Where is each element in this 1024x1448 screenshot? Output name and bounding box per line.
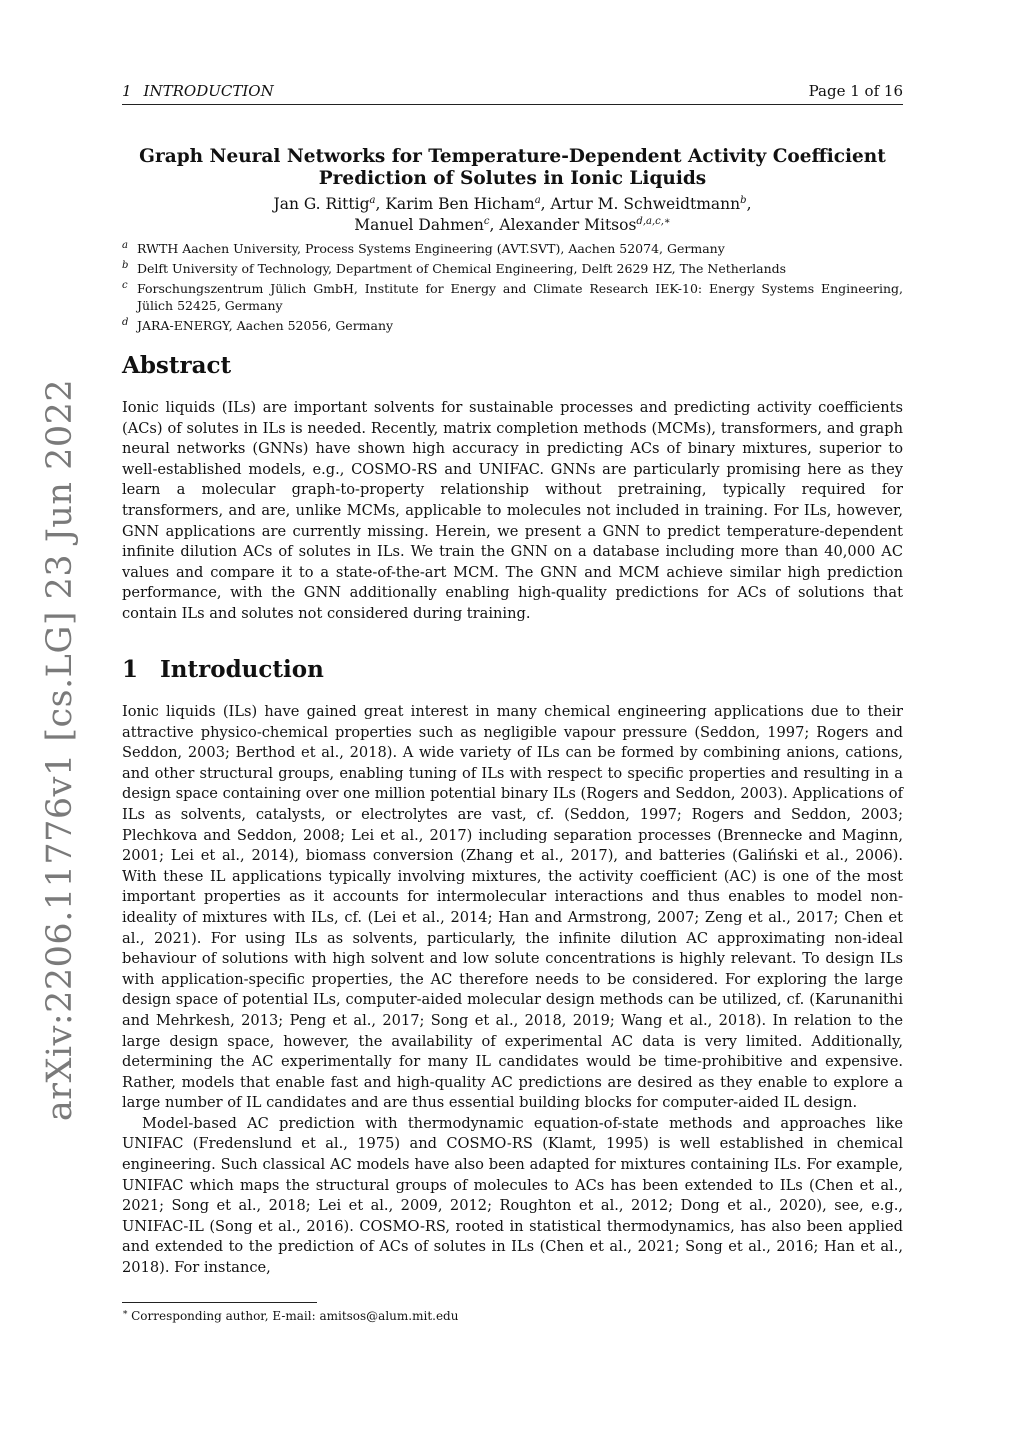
affiliation-mark: a: [122, 240, 128, 251]
affiliation-item: [122, 317, 903, 334]
affiliation-text: RWTH Aachen University, Process Systems Engineering (AVT.SVT), Aachen 52074, Germany: [137, 241, 725, 256]
author-line-2: Manuel Dahmen$^c$, Alexander Mitsos$^{d,a,c,∗}$: [354, 215, 671, 234]
affiliation-text: JARA-ENERGY, Aachen 52056, Germany: [137, 318, 394, 333]
author-list: [122, 194, 903, 236]
affiliation-list: [122, 240, 903, 337]
body-paragraph: Model-based AC prediction with thermodynamic equation-of-state methods and approaches like UNIFAC (Fredenslund et al., 1975) and COSMO-RS (Klamt, 1995) is well established in chemical engineering. Such classical AC models have also been adapted for mixtures containing ILs. For example, UNIFAC which maps the structural groups of molecules to ACs has been extended to ILs (Chen et al., 2021; Song et al., 2018; Lei et al., 2009, 2012; Roughton et al., 2012; Dong et al., 2020), see, e.g., UNIFAC-IL (Song et al., 2016). COSMO-RS, rooted in statistical thermodynamics, has also been applied and extended to the prediction of ACs of solutes in ILs (Chen et al., 2021; Song et al., 2016; Han et al., 2018). For instance,: [122, 1114, 903, 1277]
affiliation-mark: b: [122, 260, 129, 271]
author-name: Manuel Dahmen: [354, 216, 484, 234]
paper-page: [122, 0, 903, 1448]
affiliation-item: [122, 240, 903, 257]
affiliation-mark: d: [122, 317, 129, 328]
author-affiliation-mark: c: [483, 215, 490, 227]
footnote-rule: [122, 1302, 317, 1303]
header-rule: [122, 104, 903, 105]
running-header-section-title: INTRODUCTION: [143, 82, 274, 100]
author-name: Karim Ben Hicham: [385, 195, 535, 213]
section-number: 1: [122, 656, 139, 683]
abstract-text: Ionic liquids (ILs) are important solvents for sustainable processes and predicting activity coefficients (ACs) of solutes in ILs is needed. Recently, matrix completion methods (MCMs), transformers, and graph neural networks (GNNs) have shown high accuracy in predicting ACs of binary mixtures, superior to well-established models, e.g., COSMO-RS and UNIFAC. GNNs are particularly promising here as they learn a molecular graph-to-property relationship without pretraining, typically required for transformers, and are, unlike MCMs, applicable to molecules not included in training. For ILs, however, GNN applications are currently missing. Herein, we present a GNN to predict temperature-dependent infinite dilution ACs of solutes in ILs. We train the GNN on a database including more than 40,000 AC values and compare it to a state-of-the-art MCM. The GNN and MCM achieve similar high prediction performance, with the GNN additionally enabling high-quality predictions for ACs of solutions that contain ILs and solutes not considered during training.: [122, 399, 903, 622]
affiliation-text: Forschungszentrum Jülich GmbH, Institute for Energy and Climate Research IEK-10: Energy Systems Engineering, Jülich 52425, Germany: [137, 281, 903, 313]
page-number: Page 1 of 16: [808, 82, 903, 100]
footnote: [122, 1308, 458, 1323]
author-name: Jan G. Rittig: [273, 195, 370, 213]
author-affiliation-mark: b: [740, 194, 747, 206]
section-heading-introduction: [122, 656, 324, 683]
author-affiliation-mark: a: [534, 194, 541, 206]
title-line-2: Prediction of Solutes in Ionic Liquids: [318, 168, 707, 189]
running-header: [122, 82, 903, 104]
author-affiliation-mark: a: [369, 194, 376, 206]
affiliation-item: [122, 280, 903, 314]
affiliation-text: Delft University of Technology, Department of Chemical Engineering, Delft 2629 HZ, The Netherlands: [137, 261, 787, 276]
author-affiliation-mark: d,a,c,∗: [636, 215, 671, 227]
running-header-section: [122, 82, 274, 100]
title-line-1: Graph Neural Networks for Temperature-Dependent Activity Coefficient: [139, 146, 886, 167]
affiliation-mark: c: [122, 280, 128, 291]
body-paragraph: Ionic liquids (ILs) have gained great interest in many chemical engineering applications due to their attractive physico-chemical properties such as negligible vapour pressure (Seddon, 1997; Rogers and Seddon, 2003; Berthod et al., 2018). A wide variety of ILs can be formed by combining anions, cations, and other structural groups, enabling tuning of ILs with respect to specific properties and resulting in a design space containing over one million potential binary ILs (Rogers and Seddon, 2003). Applications of ILs as solvents, catalysts, or electrolytes are vast, cf. (Seddon, 1997; Rogers and Seddon, 2003; Plechkova and Seddon, 2008; Lei et al., 2017) including separation processes (Brennecke and Maginn, 2001; Lei et al., 2014), biomass conversion (Zhang et al., 2017), and batteries (Galiński et al., 2006). With these IL applications typically involving mixtures, the activity coefficient (AC) is one of the most important properties as it accounts for intermolecular interactions and thus enables to model non-ideality of mixtures with ILs, cf. (Lei et al., 2014; Han and Armstrong, 2007; Zeng et al., 2017; Chen et al., 2021). For using ILs as solvents, particularly, the infinite dilution AC approximating non-ideal behaviour of solutions with high solvent and low solute concentrations is highly relevant. To design ILs with application-specific properties, the AC therefore needs to be considered. For exploring the large design space of potential ILs, computer-aided molecular design methods can be utilized, cf. (Karunanithi and Mehrkesh, 2013; Peng et al., 2017; Song et al., 2018, 2019; Wang et al., 2018). In relation to the large design space, however, the availability of experimental AC data is very limited. Additionally, determining the AC experimentally for many IL candidates would be time-prohibitive and expensive. Rather, models that enable fast and high-quality AC predictions are desired as they enable to explore a large number of IL candidates and are thus essential building blocks for computer-aided IL design.: [122, 703, 903, 1112]
affiliation-item: [122, 260, 903, 277]
running-header-section-number: 1: [122, 82, 132, 100]
author-name: Artur M. Schweidtmann: [550, 195, 741, 213]
introduction-body: [122, 702, 903, 1279]
section-title: Introduction: [160, 656, 324, 683]
paper-title: [122, 146, 903, 190]
footnote-text: Corresponding author, E-mail: amitsos@alum.mit.edu: [131, 1309, 459, 1323]
author-name: Alexander Mitsos: [499, 216, 637, 234]
arxiv-identifier: arXiv:2206.11776v1 [cs.LG] 23 Jun 2022: [40, 378, 80, 1122]
abstract-heading: Abstract: [122, 352, 232, 379]
footnote-mark: ∗: [122, 1308, 129, 1318]
author-line-1: Jan G. Rittig$^a$, Karim Ben Hicham$^a$, Artur M. Schweidtmann$^b$,: [273, 194, 752, 213]
